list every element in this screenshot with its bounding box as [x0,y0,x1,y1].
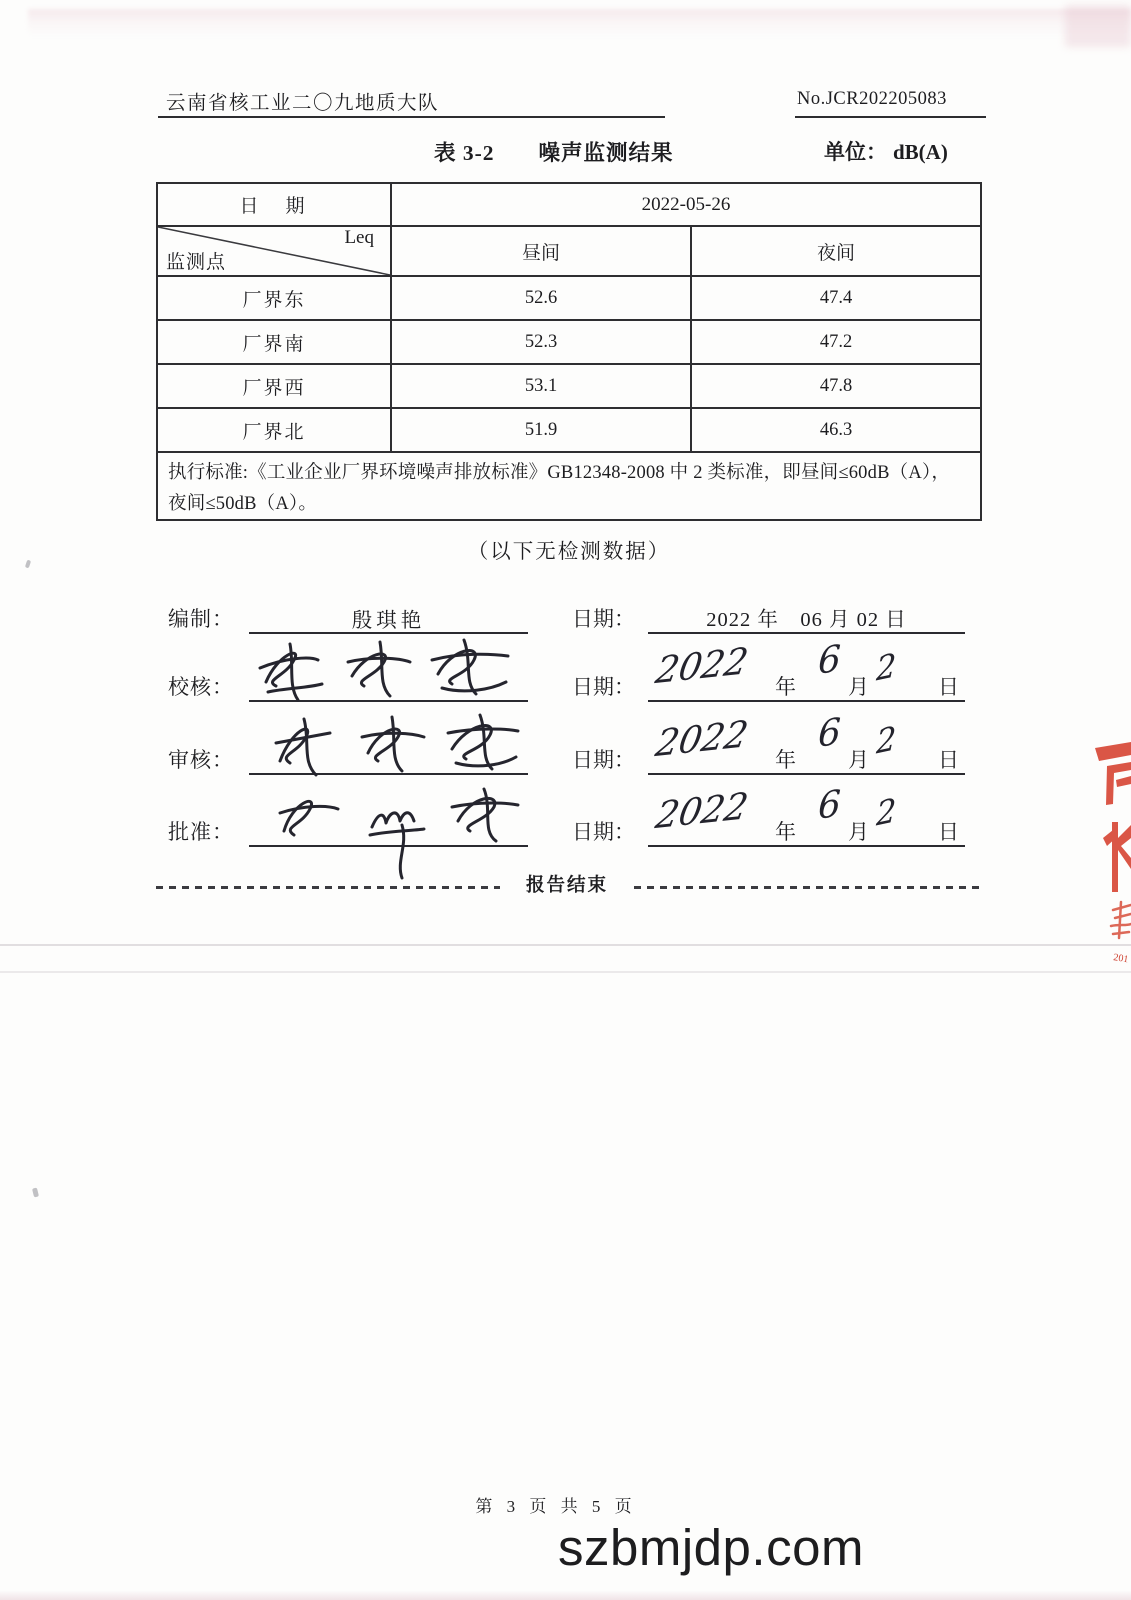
night-value: 46.3 [819,419,853,440]
unit-value: dB(A) [893,140,948,164]
scan-artifact-top-band [28,9,1131,35]
date-label: 日期： [572,607,635,631]
day-value: 53.1 [392,365,692,407]
report-end-dashes-right [634,886,984,889]
handwritten-month: 6 [817,711,842,756]
scan-artifact-line [0,971,1131,973]
table-caption [434,136,674,167]
standard-note-line2: 夜间≤50dB（A）。 [168,494,318,514]
date-label: 日期： [572,748,635,772]
scan-artifact-top-right [1065,5,1131,47]
day-value: 51.9 [392,409,692,451]
unit-label: 单位： [824,140,887,164]
role-label: 校核： [168,675,234,699]
no-data-note: （以下无检测数据） [467,541,671,563]
day-unit: 日 [938,748,959,772]
header-report-no-underline [795,116,986,118]
point-name: 厂界南 [158,321,392,363]
handwritten-day: 2 [875,718,897,762]
report-end-dashes-left [156,886,500,889]
day-unit: 日 [938,675,959,699]
handwritten-day: 2 [875,790,897,834]
handwritten-date [648,713,965,775]
scan-speck [25,560,31,569]
day-value: 52.3 [392,321,692,363]
night-value: 47.8 [819,375,853,396]
signoff-row-reviewer [0,713,1131,783]
year-unit: 年 [775,675,796,699]
column-header-night: 夜间 [816,242,855,264]
table-row [158,365,980,409]
role-label: 审核： [168,748,234,772]
handwritten-year: 2022 [652,785,752,838]
date-label-cell: 日 期 [158,184,392,225]
scan-artifact-line [0,944,1131,946]
date-line [648,632,965,634]
handwritten-year: 2022 [652,713,752,766]
handwritten-month: 6 [817,783,842,828]
column-header-day: 昼间 [392,227,692,275]
handwritten-date [648,640,965,702]
handwritten-date [648,785,965,847]
point-name: 厂界北 [158,409,392,451]
red-stamp-fragment [1083,742,1131,982]
table-row-header [158,227,980,277]
table-title: 噪声监测结果 [538,141,674,165]
day-value: 52.6 [392,277,692,319]
point-name: 厂界西 [158,365,392,407]
compiler-name: 殷琪艳 [351,610,426,632]
role-label: 批准： [168,820,234,844]
role-label: 编制： [168,607,234,631]
night-value: 47.4 [819,287,853,308]
scan-speck [32,1188,39,1198]
signoff-row-checker [0,640,1131,710]
corner-cell [158,227,392,275]
table-row-date [158,184,980,227]
handwritten-month: 6 [817,638,842,683]
scan-artifact-bottom-band [0,1591,1131,1600]
month-unit: 月 [848,820,869,844]
table-row [158,409,980,453]
corner-monitor-point-label: 监测点 [166,252,227,273]
stamp-digits: 201 [1112,952,1130,966]
table-row [158,277,980,321]
noise-result-table [156,182,982,521]
year-unit: 年 [775,748,796,772]
handwritten-signature [252,775,522,885]
date-label: 日期： [572,820,635,844]
month-unit: 月 [848,748,869,772]
date-value-cell: 2022-05-26 [641,193,731,215]
signoff-row-compiler [0,572,1131,642]
report-end-label: 报告结束 [525,874,608,895]
watermark: szbmjdp.com [558,1519,864,1576]
date-value: 2022 年 06 月 02 日 [706,609,907,631]
handwritten-year: 2022 [652,640,752,693]
date-label: 日期： [572,675,635,699]
standard-note-row [158,453,980,519]
red-stamp-strokes [1083,742,1131,982]
year-unit: 年 [775,820,796,844]
table-number: 表 3-2 [434,141,495,165]
month-unit: 月 [848,675,869,699]
table-row [158,321,980,365]
page-number: 第 3 页 共 5 页 [475,1497,637,1516]
header-organization-underline [158,116,665,118]
header-report-no: No.JCR202205083 [797,89,947,109]
night-value: 47.2 [819,331,853,352]
unit-caption [824,136,948,166]
day-unit: 日 [938,820,959,844]
point-name: 厂界东 [158,277,392,319]
header-organization: 云南省核工业二〇九地质大队 [166,93,440,114]
standard-note-line1: 执行标准:《工业企业厂界环境噪声排放标准》GB12348-2008 中 2 类标准，即昼间≤60dB（A）， [168,463,951,483]
handwritten-day: 2 [875,645,897,689]
corner-leq-label: Leq [344,227,374,248]
signoff-row-approver [0,785,1131,855]
